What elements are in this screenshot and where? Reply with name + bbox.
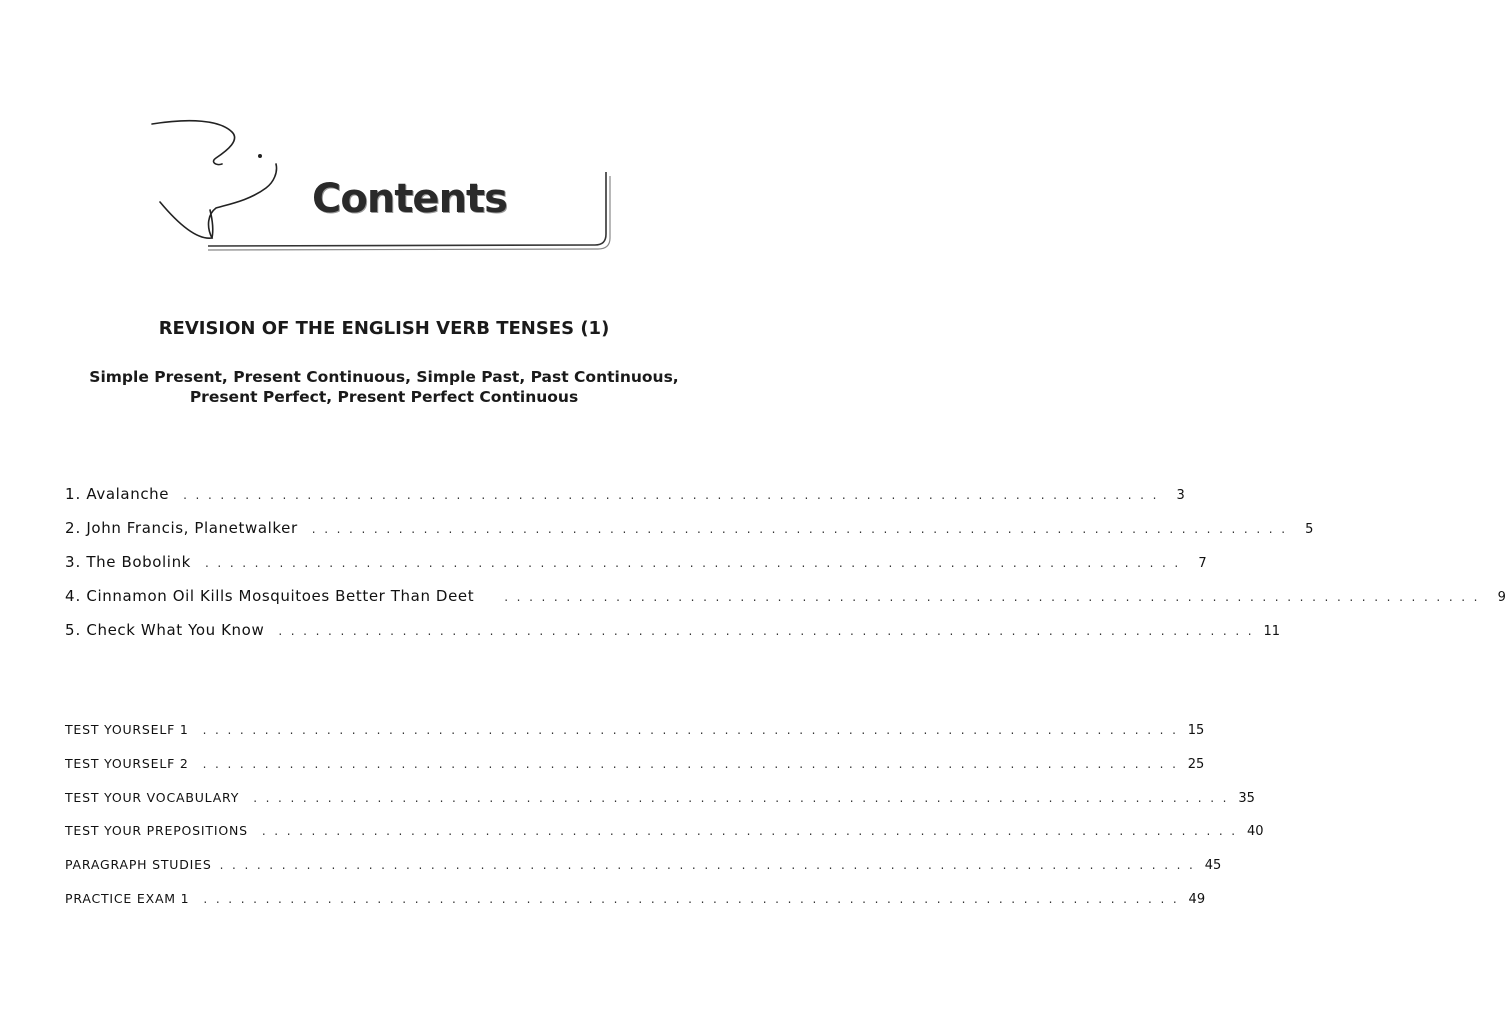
toc-entry[interactable] [65, 552, 1207, 574]
toc-entry-page: 3 [1176, 488, 1185, 503]
toc-entry[interactable] [65, 518, 1314, 540]
toc-entry-title: The Bobolink [86, 553, 191, 571]
test-entry-title: PRACTICE EXAM 1 [65, 891, 190, 906]
dot-leader: . . . . . . . . . . . . . . . . . . . . . . . . . . . . . . . . . . . . . . . . . . . . . . . . . . . . . . . . . . . . . . . . . . . . . . . . . . . . . . . [202, 723, 1179, 737]
toc-entry-number: 1. [65, 485, 82, 503]
toc-entry[interactable] [65, 586, 1506, 608]
test-entry-page: 25 [1187, 757, 1205, 772]
toc-entry-page: 5 [1305, 522, 1314, 537]
dot-leader: . . . . . . . . . . . . . . . . . . . . . . . . . . . . . . . . . . . . . . . . . . . . . . . . . . . . . . . . . . . . . . . . . . . . . . . . . . . . . . . [203, 892, 1180, 906]
toc-entry-number: 4. [65, 587, 82, 605]
dot-leader: . . . . . . . . . . . . . . . . . . . . . . . . . . . . . . . . . . . . . . . . . . . . . . . . . . . . . . . . . . . . . . . . . . . . . . . . . . . . . . . [219, 858, 1196, 872]
test-entry[interactable] [65, 756, 1205, 776]
test-entry[interactable] [65, 823, 1264, 843]
toc-entry-title: Avalanche [86, 485, 170, 503]
test-entry[interactable] [65, 790, 1255, 810]
toc-entry-title: Check What You Know [86, 621, 265, 639]
section-subheading-line1: Simple Present, Present Continuous, Simple Past, Past Continuous, [89, 368, 679, 386]
toc-entry-page: 7 [1198, 556, 1207, 571]
dot-leader: . . . . . . . . . . . . . . . . . . . . . . . . . . . . . . . . . . . . . . . . . . . . . . . . . . . . . . . . . . . . . . . . . . . . . . . . . . . . . . . [202, 757, 1179, 771]
toc-entry-number: 5. [65, 621, 82, 639]
dot-leader: . . . . . . . . . . . . . . . . . . . . . . . . . . . . . . . . . . . . . . . . . . . . . . . . . . . . . . . . . . . . . . . . . . . . . . . . . . . . . . . [311, 522, 1288, 536]
bird-sketch-icon [152, 121, 277, 238]
dot-leader: . . . . . . . . . . . . . . . . . . . . . . . . . . . . . . . . . . . . . . . . . . . . . . . . . . . . . . . . . . . . . . . . . . . . . . . . . . . . . . . [504, 590, 1480, 604]
test-entry-title: TEST YOURSELF 1 [65, 722, 189, 737]
dot-leader: . . . . . . . . . . . . . . . . . . . . . . . . . . . . . . . . . . . . . . . . . . . . . . . . . . . . . . . . . . . . . . . . . . . . . . . . . . . . . . . [261, 824, 1238, 838]
toc-entry-number: 3. [65, 553, 82, 571]
test-entry-page: 40 [1246, 824, 1264, 839]
dot-leader: . . . . . . . . . . . . . . . . . . . . . . . . . . . . . . . . . . . . . . . . . . . . . . . . . . . . . . . . . . . . . . . . . . . . . . . . . . . . . . . [278, 624, 1254, 638]
toc-entry-page: 11 [1263, 624, 1280, 639]
test-entry[interactable] [65, 891, 1206, 911]
test-entry-title: PARAGRAPH STUDIES [65, 857, 212, 872]
test-entry-page: 49 [1188, 892, 1206, 907]
test-entry[interactable] [65, 722, 1205, 742]
dot-leader: . . . . . . . . . . . . . . . . . . . . . . . . . . . . . . . . . . . . . . . . . . . . . . . . . . . . . . . . . . . . . . . . . . . . . . . . . . . . . . . [204, 556, 1181, 570]
page-title: Contents [312, 176, 507, 222]
test-entry-title: TEST YOUR VOCABULARY [65, 790, 240, 805]
toc-entry[interactable] [65, 484, 1185, 506]
test-entry-page: 15 [1187, 723, 1205, 738]
toc-entry-title: Cinnamon Oil Kills Mosquitoes Better Than Deet [86, 587, 475, 605]
test-entry-title: TEST YOURSELF 2 [65, 756, 189, 771]
toc-entry-title: John Francis, Planetwalker [86, 519, 298, 537]
toc-entry-number: 2. [65, 519, 82, 537]
test-entry-page: 35 [1238, 791, 1255, 806]
section-heading: REVISION OF THE ENGLISH VERB TENSES (1) [158, 318, 610, 339]
dot-leader: . . . . . . . . . . . . . . . . . . . . . . . . . . . . . . . . . . . . . . . . . . . . . . . . . . . . . . . . . . . . . . . . . . . . . . . . . . . . . . . [253, 791, 1229, 805]
test-entry[interactable] [65, 857, 1222, 877]
toc-entry-page: 9 [1497, 590, 1506, 605]
dot-leader: . . . . . . . . . . . . . . . . . . . . . . . . . . . . . . . . . . . . . . . . . . . . . . . . . . . . . . . . . . . . . . . . . . . . . . . . . . . . . . . [183, 488, 1159, 502]
section-subheading-line2: Present Perfect, Present Perfect Continuous [189, 388, 579, 406]
toc-entry[interactable] [65, 620, 1280, 642]
test-entry-title: TEST YOUR PREPOSITIONS [65, 823, 248, 838]
test-entry-page: 45 [1204, 858, 1222, 873]
